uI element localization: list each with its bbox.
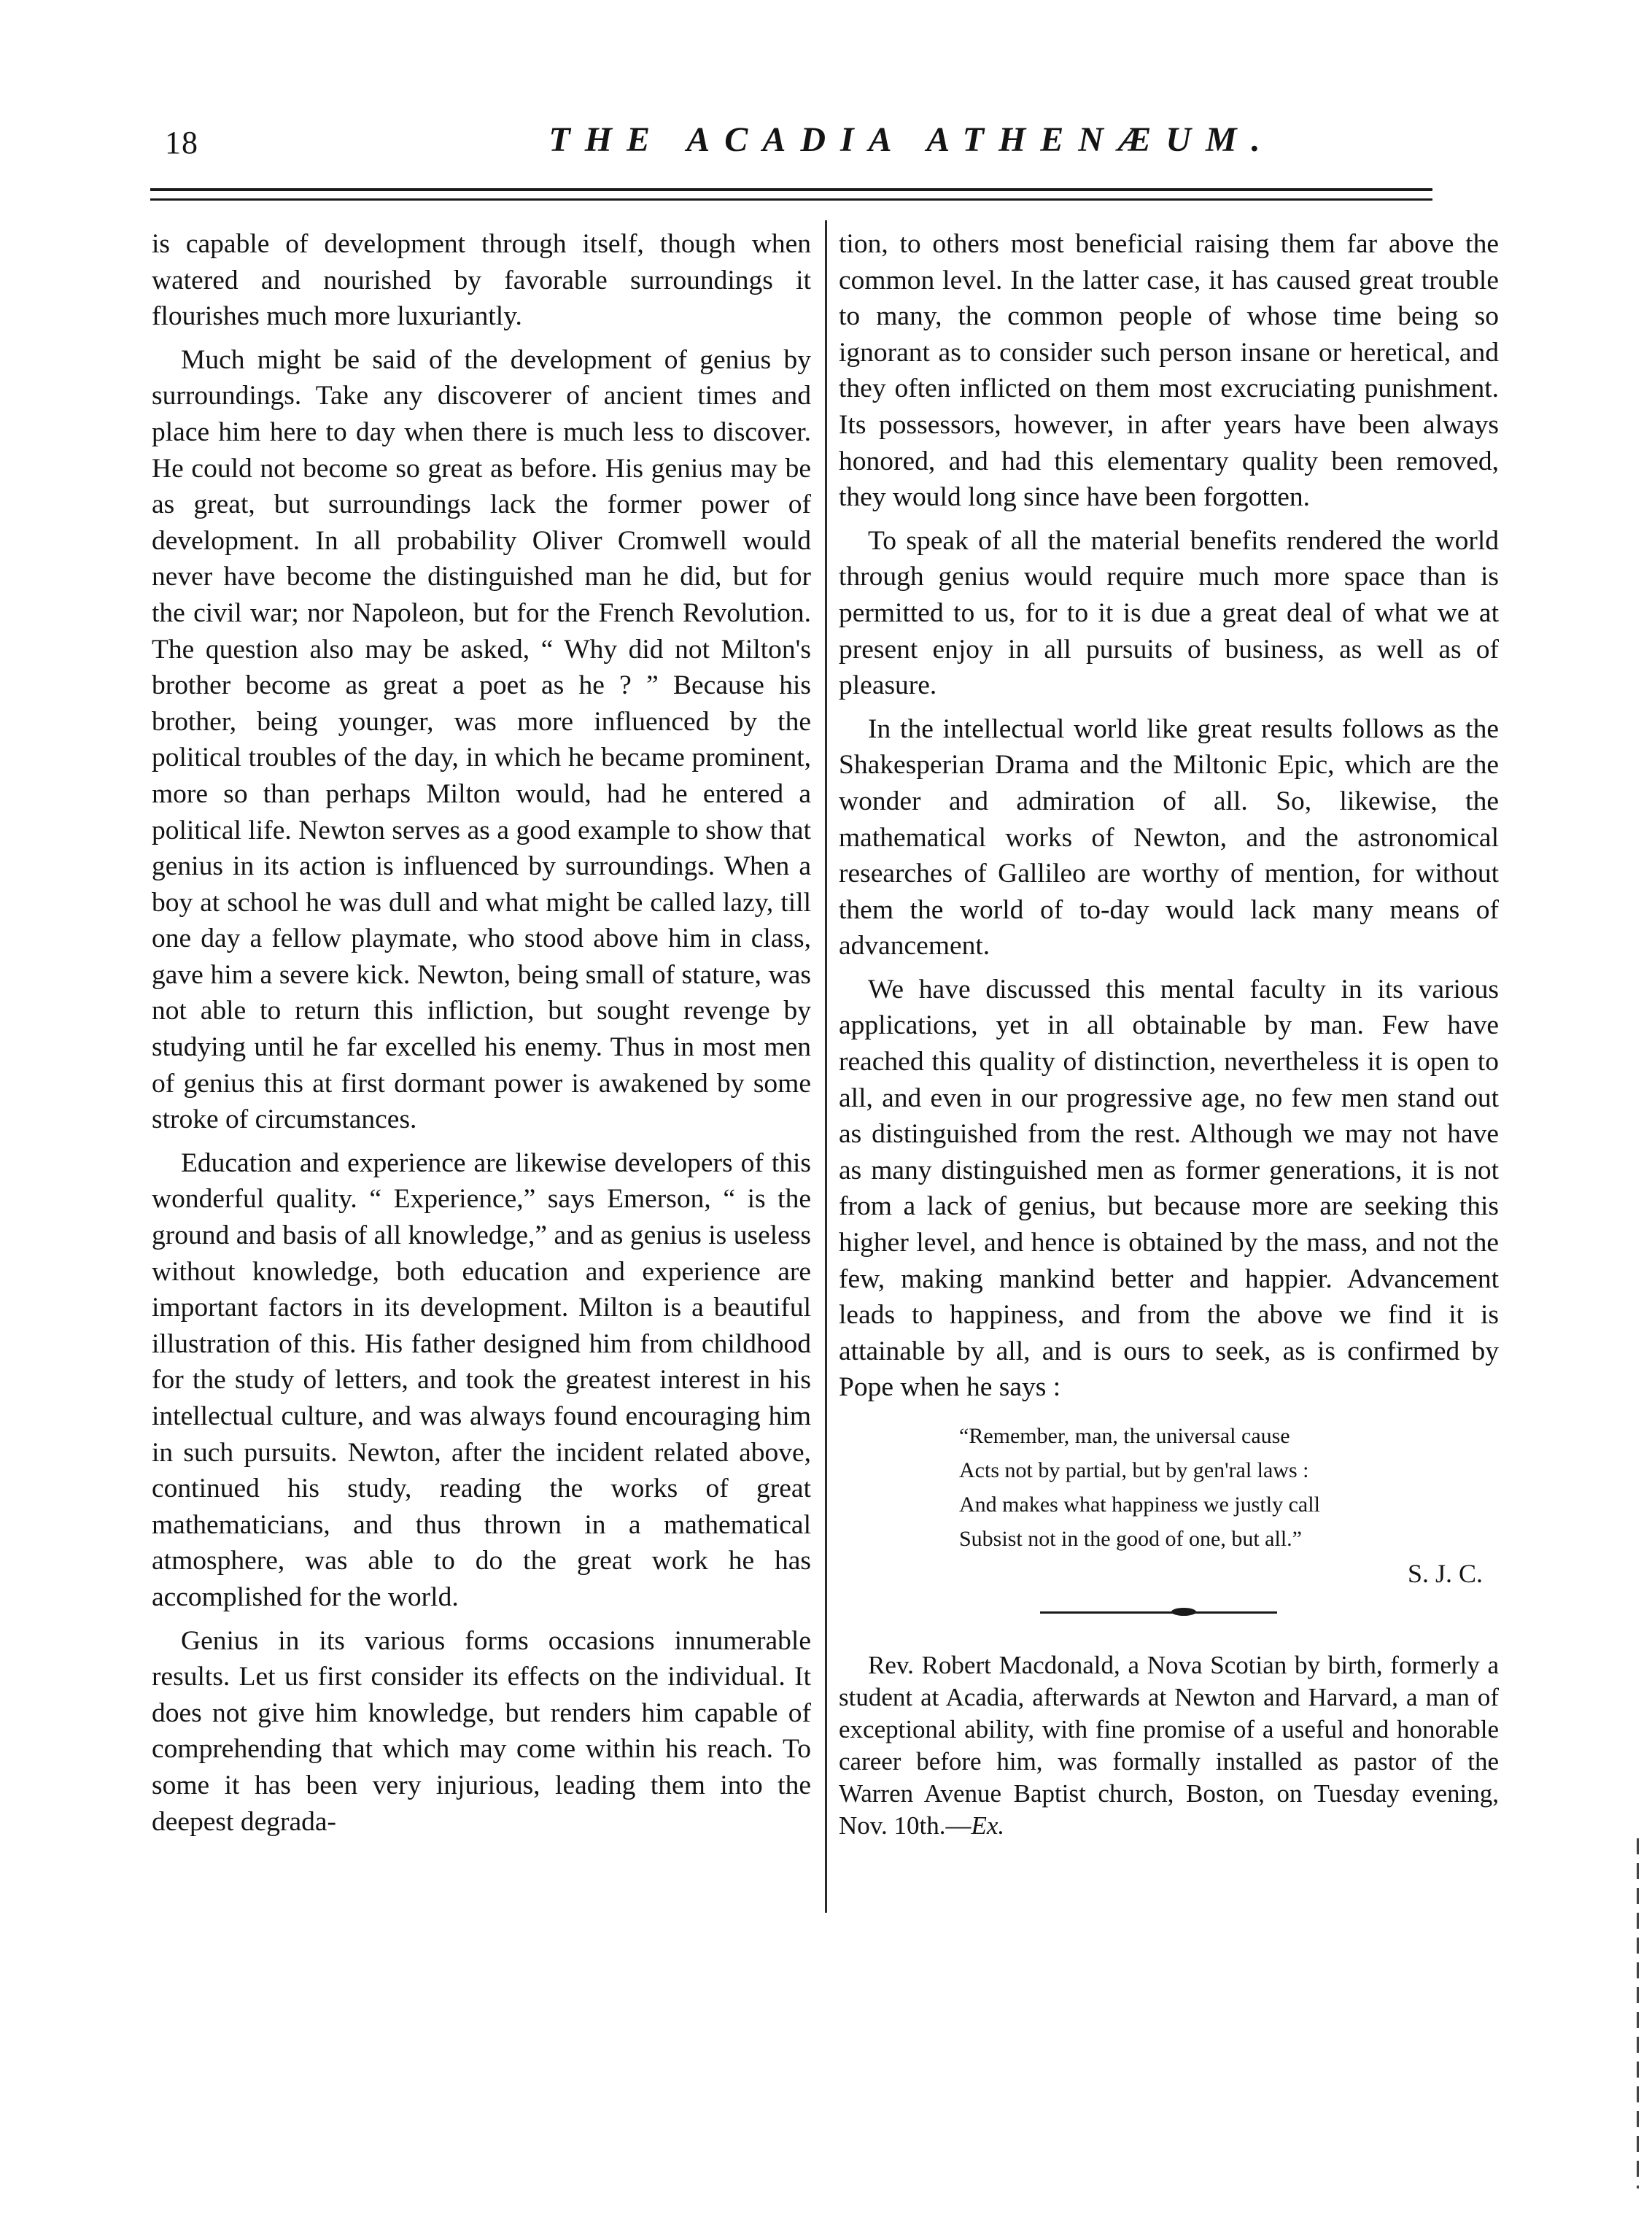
- author-signature: S. J. C.: [1407, 1559, 1483, 1588]
- column-divider: [825, 220, 827, 1913]
- poem-line: “Remember, man, the universal cause: [959, 1424, 1290, 1448]
- poem-quote: [959, 1419, 1499, 1556]
- paragraph: Genius in its various forms occasions innumerable results. Let us first consider its effects on the individual. It does not give him knowledge, but renders him capable of comprehending that which may come within his reach. To some it has been very injurious, leading them into the deepest degrada-: [152, 1625, 811, 1837]
- page-edge-mark: [1637, 1838, 1639, 2188]
- header-rule-top: [150, 188, 1432, 191]
- paragraph: Much might be said of the development of genius by surroundings. Take any discoverer of ancient times and place him here to day when there is much less to discover. He could not become so great as before. His genius may be as great, but surroundings lack the former power of development. In all probability Oliver Cromwell would never have become the distinguished man he did, but for the civil war; nor Napoleon, but for the French Revolution. The question also may be asked, “ Why did not Milton's brother become as great a poet as he ? ” Because his brother, being younger, was more influenced by the political troubles of the day, in which he became prominent, more so than perhaps Milton would, had he entered a political life. Newton serves as a good example to show that genius in its action is influenced by surroundings. When a boy at school he was dull and what might be called lazy, till one day a fellow playmate, who stood above him in class, gave him a severe kick. Newton, being small of stature, was not able to return this infliction, but sought revenge by studying until he far excelled his enemy. Thus in most men of genius this at first dormant power is awakened by some stroke of circumstances.: [152, 344, 811, 1135]
- right-column: [839, 226, 1499, 1849]
- paragraph: is capable of development through itself, though when watered and nourished by favorable surroundings it flourishes much more luxuriantly.: [152, 229, 811, 332]
- separator-line: [1040, 1611, 1277, 1614]
- poem-line: And makes what happiness we justly call: [959, 1493, 1320, 1517]
- paragraph: We have discussed this mental faculty in its various applications, yet in all obtainable by man. Few have reached this quality of distinction, nevertheless it is open to all, and even in our progressive age, no few men stand out as distinguished from the rest. Although we may not have as many distinguished men as former generations, it is not from a lack of genius, but because more are seeking this higher level, and hence is obtained by the mass, and not the few, making mankind better and happier. Advancement leads to happiness, and from the above we find it is attainable by all, and is ours to seek, as is confirmed by Pope when he says :: [839, 974, 1499, 1403]
- header-rule-bottom: [150, 198, 1432, 201]
- paragraph: Education and experience are likewise developers of this wonderful quality. “ Experience,” says Emerson, “ is the ground and basis of all knowledge,” and as genius is useless without knowledge, both education and experience are important factors in its development. Milton is a beautiful illustration of this. His father designed him from childhood for the study of letters, and took the greatest interest in his intellectual culture, and was always found encouraging him in such pursuits. Newton, after the incident related above, continued his study, reading the works of great mathematicians, and thus thrown in a mathematical atmosphere, was able to do the great work he has accomplished for the world.: [152, 1147, 811, 1612]
- paragraph: In the intellectual world like great results follows as the Shakesperian Drama and the Miltonic Epic, which are the wonder and admiration of all. So, likewise, the mathematical works of Newton, and the astronomical researches of Gallileo are worthy of mention, for without them the world of to-day would lack many means of advancement.: [839, 713, 1499, 961]
- news-notice: [839, 1649, 1499, 1842]
- notice-text: Rev. Robert Macdonald, a Nova Scotian by birth, formerly a student at Acadia, afterwards at Newton and Harvard, a man of exceptional ability, with fine promise of a useful and honorable career before him, was formally installed as pastor of the Warren Avenue Baptist church, Boston, on Tuesday evening, Nov. 10th.—: [839, 1651, 1499, 1840]
- notice-source: Ex.: [971, 1811, 1005, 1840]
- section-separator: [1040, 1604, 1277, 1620]
- poem-line: Acts not by partial, but by gen'ral laws :: [959, 1458, 1309, 1482]
- paragraph: tion, to others most beneficial raising them far above the common level. In the latter case, it has caused great trouble to many, the common people of whose time being so ignorant as to consider such person insane or heretical, and they often inflicted on them most excruciating punishment. Its possessors, however, in after years have been always honored, and had this elementary quality been removed, they would long since have been forgotten.: [839, 229, 1499, 513]
- left-column: [152, 226, 811, 1847]
- page-number: 18: [165, 125, 198, 160]
- running-head-title: THE ACADIA ATHENÆUM.: [548, 120, 1275, 159]
- paragraph: To speak of all the material benefits rendered the world through genius would require much more space than is permitted to us, for to it is due a great deal of what we at present enjoy in all pursuits of business, as well as of pleasure.: [839, 525, 1499, 701]
- poem-line: Subsist not in the good of one, but all.”: [959, 1527, 1302, 1551]
- separator-ornament: [1171, 1608, 1196, 1616]
